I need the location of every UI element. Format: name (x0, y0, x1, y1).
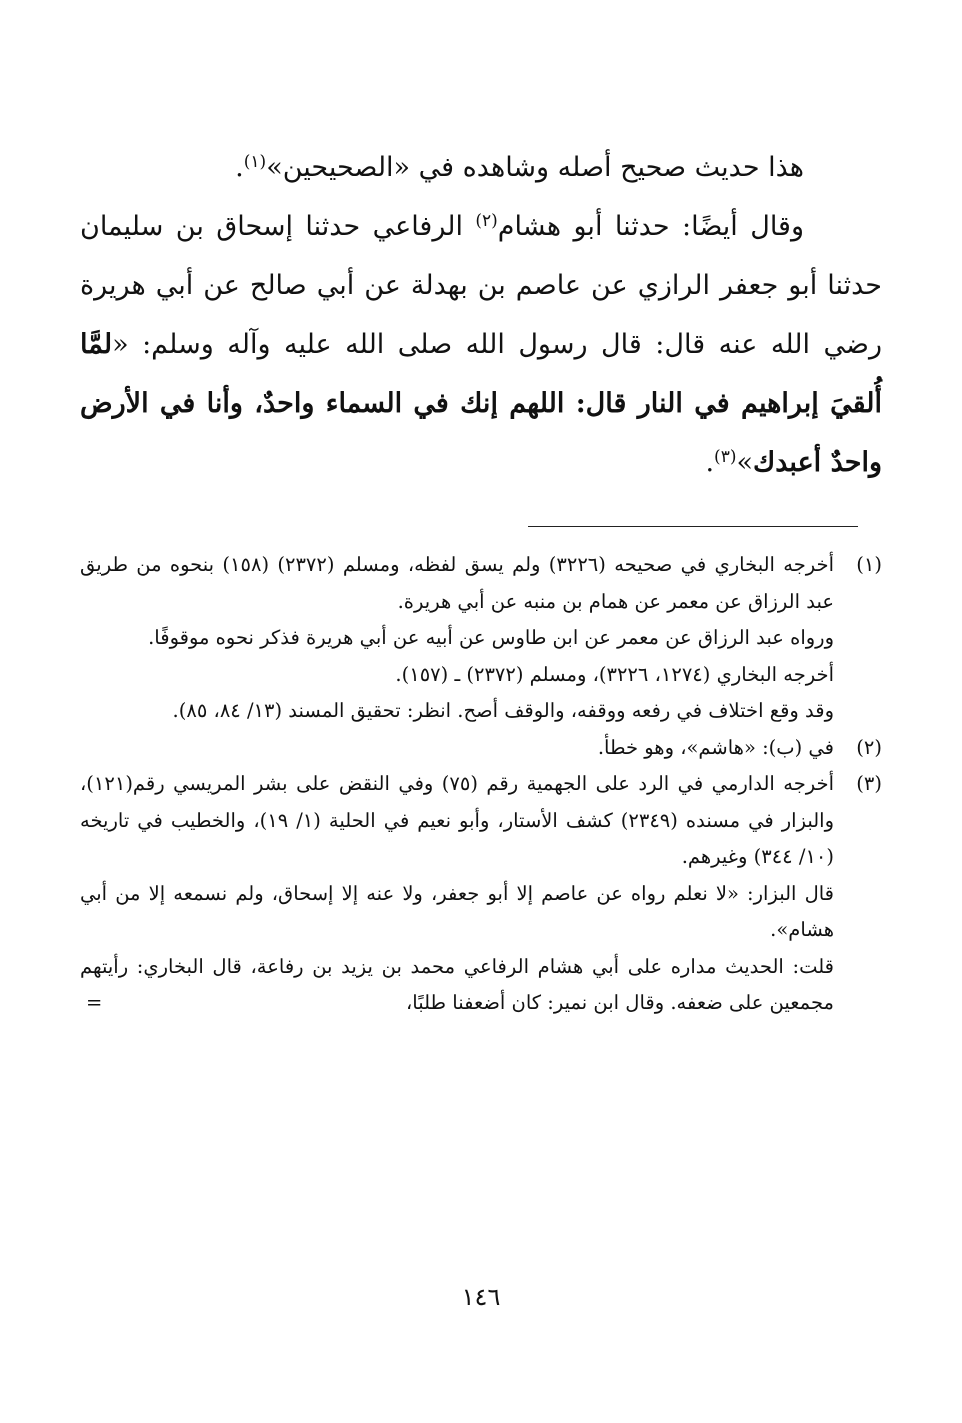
footnote-body (80, 766, 834, 1022)
footnote-2 (80, 730, 882, 767)
footnote-line: قال البزار: «لا نعلم رواه عن عاصم إلا أبو جعفر، ولا عنه إلا إسحاق، ولم نسمعه إلا من أبي هشام». (80, 881, 834, 941)
footnote-line: في (ب): «هاشم»، وهو خطأ. (597, 735, 834, 759)
footnote-number: (٣) (856, 772, 882, 795)
footnote-body (80, 730, 834, 767)
main-paragraph-2 (80, 197, 882, 492)
continuation-mark: = (86, 991, 103, 1014)
footnote-line: ورواه عبد الرزاق عن معمر عن ابن طاوس عن أبيه عن أبي هريرة فذكر نحوه موقوفًا. (148, 626, 834, 649)
footnote-number: (٢) (856, 735, 882, 759)
hadith-text: لمَّا أُلقيَ إبراهيم في النار قال: اللهم إنك في السماء واحدٌ، وأنا في الأرض واحدٌ أعبدك (80, 329, 882, 478)
footnote-body (80, 547, 834, 730)
footnote-1 (80, 547, 882, 730)
footnote-line: أخرجه الدارمي في الرد على الجهمية رقم (٧٥) وفي النقض على بشر المريسي رقم(١٢١)، والبزار في مسنده (٢٣٤٩) كشف الأستار، وأبو نعيم في الحلية (١/ ١٩)، والخطيب في تاريخه (١٠/ ٣٤٤) وغيرهم. (80, 772, 834, 868)
paragraph-text: هذا حديث صحيح أصله وشاهده في «الصحيحين» (266, 152, 804, 183)
footnote-3 (80, 766, 882, 1022)
paragraph-text: الرفاعي حدثنا إسحاق بن سليمان حدثنا أبو جعفر الرازي عن عاصم بن بهدلة عن أبي صالح عن أبي هريرة رضي الله عنه قال: قال رسول الله صلى الله عليه وآله وسلم: « (80, 211, 882, 360)
footnote-ref-3[interactable]: (٣) (714, 447, 737, 467)
paragraph-end: . (235, 152, 244, 183)
main-paragraph-1 (80, 138, 882, 197)
footnote-ref-1[interactable]: (١) (243, 152, 267, 172)
footnote-number: (١) (856, 553, 882, 576)
paragraph-text: وقال أيضًا: حدثنا أبو هشام (497, 211, 804, 242)
footnote-line: أخرجه البخاري (١٢٧٤، ٣٢٢٦)، ومسلم (٢٣٧٢) ـ (١٥٧). (395, 662, 834, 686)
paragraph-end: . (705, 447, 715, 478)
quote-close: » (736, 447, 753, 478)
footnote-line: أخرجه البخاري في صحيحه (٣٢٢٦) ولم يسق لفظه، ومسلم (٢٣٧٢) (١٥٨) بنحوه من طريق عبد الرزاق عن معمر عن همام بن منبه عن أبي هريرة. (80, 553, 835, 613)
footnote-ref-2[interactable]: (٢) (475, 211, 498, 231)
footnote-line (80, 949, 834, 1022)
main-text (80, 138, 882, 492)
footnote-line: وقد وقع اختلاف في رفعه ووقفه، والوقف أصح. انظر: تحقيق المسند (١٣/ ٨٤، ٨٥). (172, 699, 834, 722)
page-number: ١٤٦ (461, 1283, 501, 1311)
footnote-line-text: قلت: الحديث مداره على أبي هشام الرفاعي محمد بن يزيد بن رفاعة، قال البخاري: رأيتهم مجمعين على ضعفه. وقال ابن نمير: كان أضعفنا طلبًا، (80, 954, 834, 1014)
footnote-separator (528, 526, 858, 527)
footnotes (80, 547, 882, 1022)
